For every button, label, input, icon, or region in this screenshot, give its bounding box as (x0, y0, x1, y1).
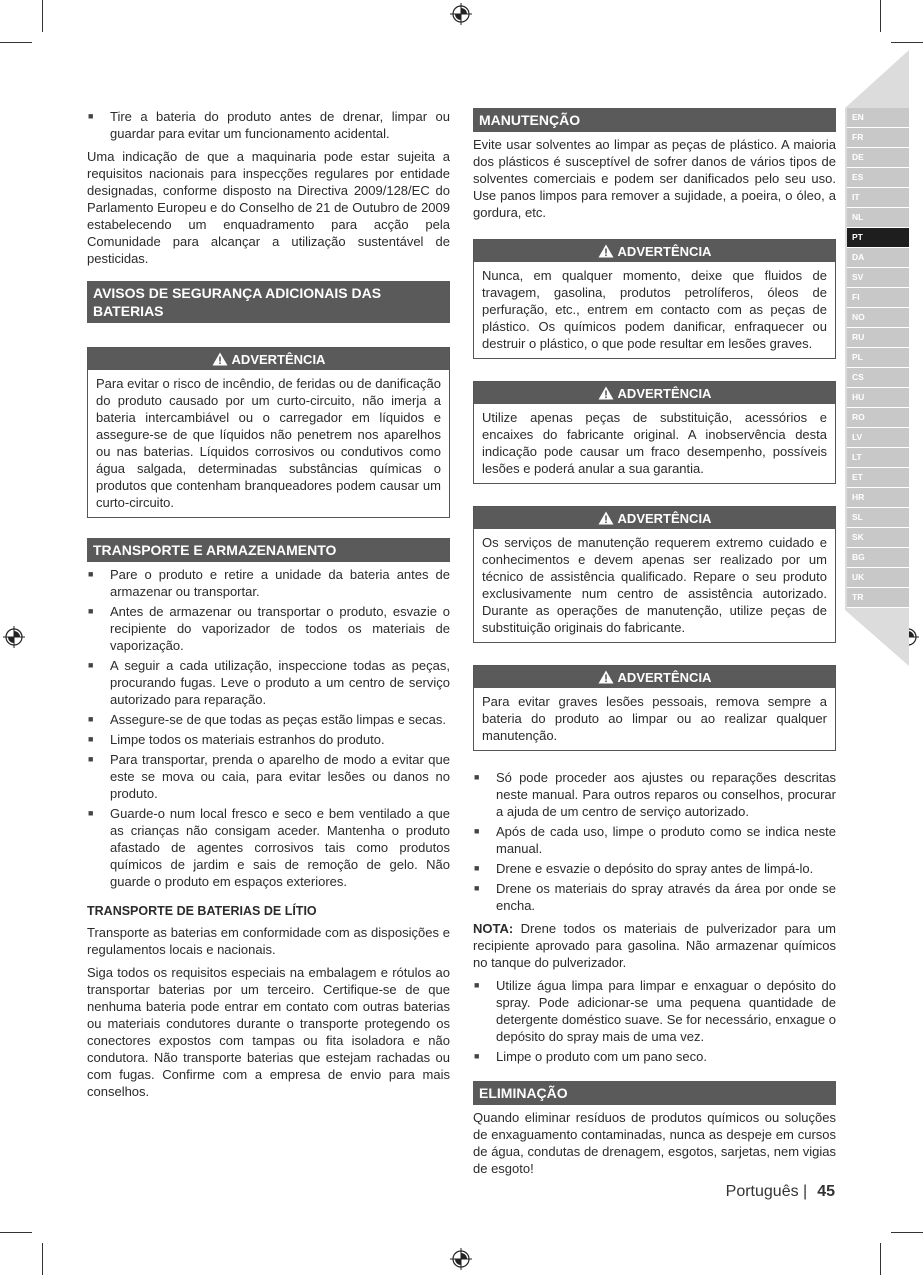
lithium-transport-paragraph: Siga todos os requisitos especiais na embalagem e rótulos ao transportar baterias por um terceiro. Certifique-se de que nenhuma bateria pode entrar em contato com outras baterias ou materiais condutores durante o transporte protegendo os conectores expostos com tampas ou fita isoladora e não condutora. Não transporte baterias que estejam rachadas ou com fugas. Confirme com a empresa de envio para mais conselhos. (87, 965, 450, 1099)
directive-paragraph: Uma indicação de que a maquinaria pode estar sujeita a requisitos nacionais para inspecções regulares por entidade designadas, conforme disposto na Directiva 2009/128/EC do Parlamento Europeu e do Conselho de 21 de Outubro de 2009 estabelecendo um enquadramento para acção pela Comunidade para alcançar a utilização sustentável de pesticidas. (87, 149, 450, 266)
language-tab[interactable]: RO (847, 408, 909, 428)
list-item: ■ Limpe o produto com um pano seco. (473, 1048, 836, 1065)
language-tab[interactable]: DA (847, 248, 909, 268)
right-column (473, 108, 836, 1183)
lithium-transport-subheading: TRANSPORTE DE BATERIAS DE LÍTIO (87, 904, 317, 918)
warning-text: Utilize apenas peças de substituição, acessórios e encaixes do fabricante original. A inobservência desta indicação pode causar um fraco desempenho, possíveis lesões e poderá anular a sua garantia. (482, 410, 827, 476)
disposal-heading: ELIMINAÇÃO (473, 1081, 836, 1105)
note-text: Drene todos os materiais de pulverizador para um recipiente aprovado para gasolina. Não armazenar químicos no tanque do pulverizador. (473, 921, 836, 970)
warning-text: Os serviços de manutenção requerem extremo cuidado e conhecimentos e devem apenas ser realizado por um técnico de assistência qualificado. Repare o seu produto exclusivamente num centro de assistência autorizado. Durante as operações de manutenção, utilize peças de substituição originais do fabricante. (482, 535, 827, 635)
language-tab[interactable]: CS (847, 368, 909, 388)
maintenance-bullet-list (473, 769, 836, 914)
language-tab[interactable]: PL (847, 348, 909, 368)
cleaning-bullet-list (473, 977, 836, 1065)
disposal-paragraph: Quando eliminar resíduos de produtos químicos ou soluções de enxaguamento contaminadas, nunca as despeje em cursos de água, condutas de drenagem, esgotos, sarjetas, nem vigias de esgoto! (473, 1110, 836, 1176)
language-tab[interactable]: EN (847, 108, 909, 128)
list-item: ■ Utilize água limpa para limpar e enxaguar o depósito do spray. Pode adicionar-se uma pequena quantidade de detergente doméstico suave. Se for necessário, enxague o depósito do spray mais de uma vez. (473, 977, 836, 1045)
list-item: ■ Tire a bateria do produto antes de drenar, limpar ou guardar para evitar um funcionamento acidental. (87, 108, 450, 142)
warning-text: Para evitar graves lesões pessoais, remova sempre a bateria do produto ao limpar ou ao realizar qualquer manutenção. (482, 694, 827, 743)
crop-mark (42, 0, 43, 32)
warning-box (473, 506, 836, 643)
warning-text: Para evitar o risco de incêndio, de feridas ou de danificação do produto causado por um curto-circuito, não imerja a bateria intercambiável ou o carregador em líquidos e assegure-se de que líquidos não penetrem nos aparelhos ou nas baterias. Líquidos corrosivos ou condutivos como água salgada, determinadas substâncias químicas o produtos que contenham branqueadores podem causar um curto-circuito. (96, 376, 441, 510)
language-tab[interactable]: BG (847, 548, 909, 568)
lithium-transport-paragraph: Transporte as baterias em conformidade com as disposições e regulamentos locais e nacionais. (87, 925, 450, 957)
warning-title: ADVERTÊNCIA (617, 385, 712, 401)
registration-mark-icon (450, 1248, 472, 1270)
warning-text: Nunca, em qualquer momento, deixe que fluidos de travagem, gasolina, produtos petrolíferos, óleos de perfuração, etc., entrem em contacto com as peças de plástico. Os químicos podem danificar, enfraquecer ou destruir o plástico, o que pode resultar em lesões graves. (482, 268, 827, 351)
warning-triangle-icon (598, 386, 614, 400)
language-tab-active[interactable]: PT (847, 228, 909, 248)
language-tab[interactable]: ES (847, 168, 909, 188)
warning-header (474, 382, 835, 404)
warning-header (88, 348, 449, 370)
list-item: ■ Assegure-se de que todas as peças estão limpas e secas. (87, 711, 450, 728)
language-tab[interactable]: LT (847, 448, 909, 468)
warning-box (473, 239, 836, 359)
left-column (87, 108, 450, 1106)
list-item: ■ Após de cada uso, limpe o produto como se indica neste manual. (473, 823, 836, 857)
warning-triangle-icon (598, 244, 614, 258)
warning-box (87, 347, 450, 518)
language-tab[interactable]: RU (847, 328, 909, 348)
warning-triangle-icon (598, 670, 614, 684)
warning-title: ADVERTÊNCIA (617, 243, 712, 259)
language-tab[interactable]: FR (847, 128, 909, 148)
warning-title: ADVERTÊNCIA (617, 510, 712, 526)
crop-mark (880, 0, 881, 32)
list-item: ■ Limpe todos os materiais estranhos do produto. (87, 731, 450, 748)
warning-header (474, 240, 835, 262)
warning-box (473, 381, 836, 484)
registration-mark-icon (3, 626, 25, 648)
language-tab[interactable]: HU (847, 388, 909, 408)
language-tab[interactable]: SV (847, 268, 909, 288)
language-tab[interactable]: SL (847, 508, 909, 528)
warning-triangle-icon (598, 511, 614, 525)
warning-box (473, 665, 836, 751)
warning-header (474, 666, 835, 688)
list-item: ■ A seguir a cada utilização, inspeccione todas as peças, procurando fugas. Leve o produto a um centro de serviço autorizado para reparação. (87, 657, 450, 708)
warning-title: ADVERTÊNCIA (617, 669, 712, 685)
language-tabs (847, 108, 909, 608)
note-paragraph (473, 920, 836, 971)
list-item: ■ Drene os materiais do spray através da área por onde se encha. (473, 880, 836, 914)
maintenance-heading: MANUTENÇÃO (473, 108, 836, 132)
list-item: ■ Guarde-o num local fresco e seco e bem ventilado a que as crianças não consigam aceder. Mantenha o produto afastado de agentes corrosivos tais como produtos químicos de jardim e sais de remoção de gelo. Não guarde o produto em espaços exteriores. (87, 805, 450, 890)
crop-mark (0, 1232, 32, 1233)
page-number: 45 (817, 1183, 835, 1200)
transport-bullet-list (87, 566, 450, 890)
language-tab[interactable]: DE (847, 148, 909, 168)
language-tab[interactable]: NL (847, 208, 909, 228)
language-tab[interactable]: UK (847, 568, 909, 588)
crop-mark (891, 42, 923, 43)
page-footer (726, 1183, 835, 1201)
language-tab[interactable]: LV (847, 428, 909, 448)
crop-mark (880, 1243, 881, 1275)
transport-storage-heading: TRANSPORTE E ARMAZENAMENTO (87, 538, 450, 562)
list-item: ■ Drene e esvazie o depósito do spray antes de limpá-lo. (473, 860, 836, 877)
list-item: ■ Pare o produto e retire a unidade da bateria antes de armazenar ou transportar. (87, 566, 450, 600)
warning-header (474, 507, 835, 529)
language-tab[interactable]: HR (847, 488, 909, 508)
registration-mark-icon (450, 3, 472, 25)
warning-triangle-icon (212, 352, 228, 366)
language-tab[interactable]: TR (847, 588, 909, 608)
language-tab[interactable]: IT (847, 188, 909, 208)
footer-language: Português | (725, 1183, 808, 1200)
language-tab[interactable]: SK (847, 528, 909, 548)
maintenance-paragraph: Evite usar solventes ao limpar as peças de plástico. A maioria dos plásticos é susceptível de sofrer danos de vários tipos de solventes comerciais e podem ser danificados pelo seu uso. Use panos limpos para remover a sujidade, a poeira, o óleo, a gordura, etc. (473, 137, 836, 220)
battery-safety-heading: AVISOS DE SEGURANÇA ADICIONAIS DAS BATERIAS (87, 281, 450, 323)
language-tab[interactable]: ET (847, 468, 909, 488)
crop-mark (891, 1232, 923, 1233)
language-tab[interactable]: FI (847, 288, 909, 308)
warning-title: ADVERTÊNCIA (231, 351, 326, 367)
language-tab[interactable]: NO (847, 308, 909, 328)
list-item: ■ Só pode proceder aos ajustes ou reparações descritas neste manual. Para outros reparos ou conselhos, procurar a ajuda de um centro de serviço autorizado. (473, 769, 836, 820)
intro-bullet-list (87, 108, 450, 142)
crop-mark (42, 1243, 43, 1275)
list-item: ■ Antes de armazenar ou transportar o produto, esvazie o recipiente do vaporizador de todos os materiais de vaporização. (87, 603, 450, 654)
crop-mark (0, 42, 32, 43)
note-label: NOTA: (473, 921, 514, 936)
list-item: ■ Para transportar, prenda o aparelho de modo a evitar que este se mova ou caia, para evitar lesões ou danos no produto. (87, 751, 450, 802)
